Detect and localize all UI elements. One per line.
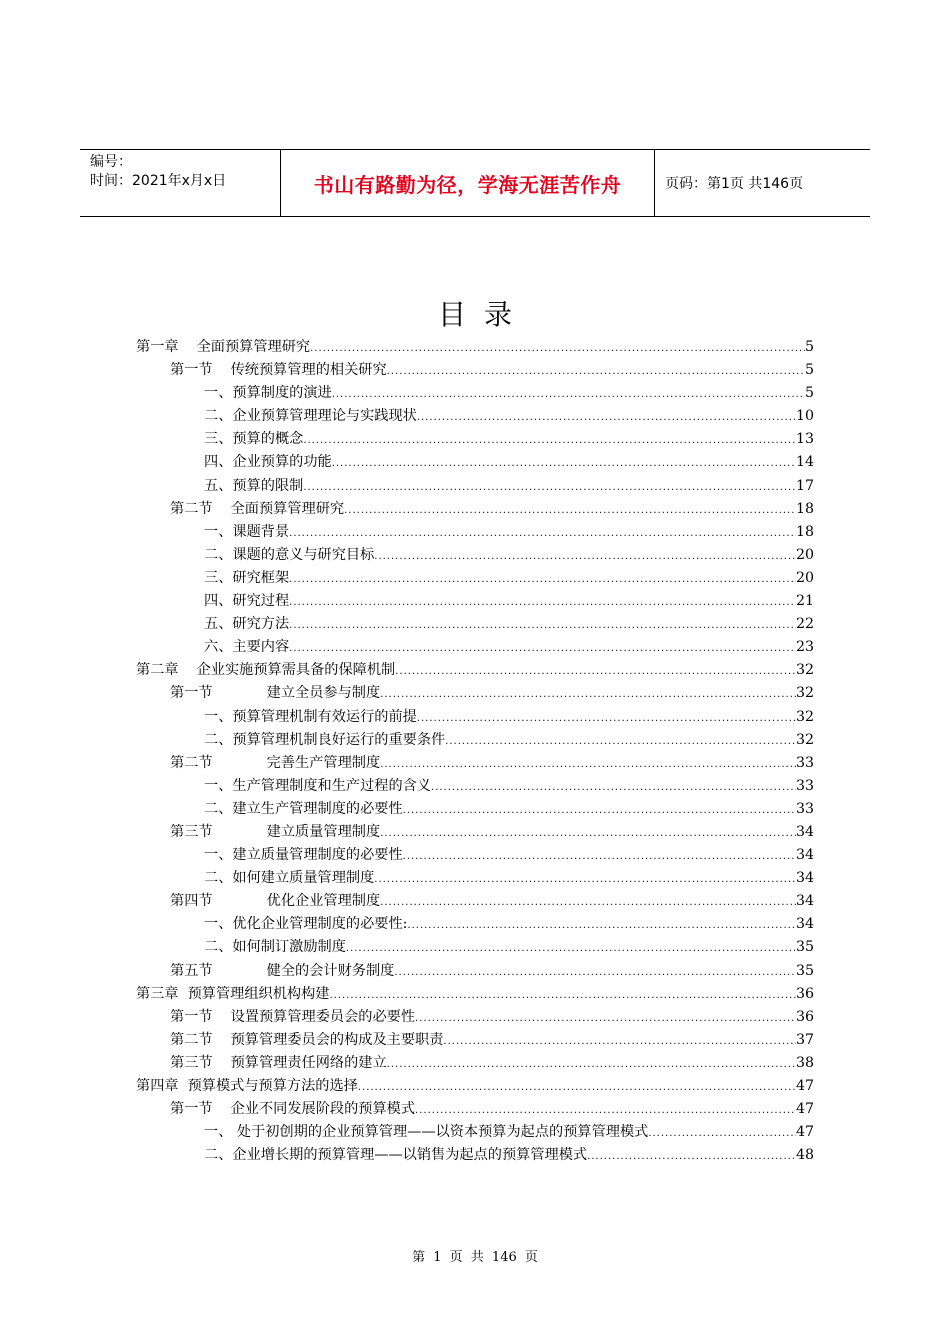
- toc-entry-label: 一、建立质量管理制度的必要性: [204, 847, 403, 864]
- toc-entry-page: 32: [795, 708, 814, 725]
- toc-entry[interactable]: [136, 590, 814, 613]
- document-header: [80, 149, 870, 217]
- toc-entry-page: 34: [795, 823, 814, 840]
- toc-leader-dots: [289, 637, 796, 660]
- toc-entry-page: 48: [795, 1147, 814, 1164]
- toc-entry[interactable]: [136, 775, 814, 798]
- header-motto: 书山有路勤为径，学海无涯苦作舟: [281, 150, 655, 216]
- toc-entry[interactable]: [136, 428, 814, 451]
- toc-entry[interactable]: [136, 913, 814, 936]
- toc-entry-page: 10: [795, 408, 814, 425]
- toc-entry[interactable]: [136, 752, 814, 775]
- toc-entry-page: 20: [795, 546, 814, 563]
- toc-leader-dots: [358, 1076, 796, 1099]
- toc-entry-page: 18: [795, 500, 814, 517]
- toc-leader-dots: [310, 337, 805, 360]
- toc-entry[interactable]: [136, 567, 814, 590]
- toc-entry-label: 三、研究框架: [204, 569, 290, 586]
- toc-entry-label: 第五节 健全的会计财务制度: [170, 962, 395, 979]
- toc-entry-page: 47: [795, 1124, 814, 1141]
- toc-leader-dots: [395, 660, 796, 683]
- toc-entry[interactable]: [136, 936, 814, 959]
- toc-entry-label: 五、研究方法: [204, 616, 290, 633]
- toc-entry-page: 21: [795, 593, 814, 610]
- toc-entry[interactable]: [136, 1052, 814, 1075]
- toc-entry[interactable]: [136, 521, 814, 544]
- toc-entry-label: 第一章 全面预算管理研究: [136, 339, 311, 355]
- toc-entry[interactable]: [136, 798, 814, 821]
- toc-entry-page: 5: [804, 362, 814, 379]
- toc-entry-label: 第三节 预算管理责任网络的建立: [170, 1054, 387, 1071]
- toc-entry[interactable]: [136, 1121, 814, 1144]
- toc-entry[interactable]: [136, 405, 814, 428]
- toc-entry-label: 第二节 预算管理委员会的构成及主要职责: [170, 1031, 444, 1048]
- toc-entry-page: 5: [804, 339, 814, 355]
- toc-title: 目录: [437, 298, 530, 331]
- toc-entry[interactable]: [136, 682, 814, 705]
- toc-entry-label: 二、如何制订激励制度: [204, 939, 346, 956]
- header-page-info: 页码：第1页 共146页: [665, 176, 804, 192]
- toc-leader-dots: [587, 1145, 796, 1168]
- toc-entry-label: 一、优化企业管理制度的必要性:: [204, 916, 408, 933]
- toc-leader-dots: [431, 776, 796, 799]
- toc-entry[interactable]: [136, 983, 814, 1006]
- toc-entry[interactable]: [136, 636, 814, 659]
- time-label: 时间：2021年x月x日: [90, 173, 227, 189]
- toc-leader-dots: [380, 753, 796, 776]
- toc-entry-page: 5: [804, 385, 814, 402]
- toc-entry-label: 第二节 全面预算管理研究: [170, 500, 345, 517]
- toc-entry-label: 二、课题的意义与研究目标: [204, 546, 375, 563]
- toc-entry[interactable]: [136, 1029, 814, 1052]
- toc-leader-dots: [332, 452, 796, 475]
- header-meta: [80, 150, 281, 216]
- toc-entry[interactable]: [136, 867, 814, 890]
- toc-entry[interactable]: [136, 729, 814, 752]
- toc-entry[interactable]: [136, 359, 814, 382]
- toc-entry-label: 二、如何建立质量管理制度: [204, 870, 375, 887]
- toc-entry-page: 38: [795, 1054, 814, 1071]
- toc-entry-label: 一、 处于初创期的企业预算管理——以资本预算为起点的预算管理模式: [204, 1124, 649, 1141]
- toc-entry-page: 47: [795, 1101, 814, 1118]
- toc-entry[interactable]: [136, 960, 814, 983]
- toc-entry-label: 第一节 企业不同发展阶段的预算模式: [170, 1101, 416, 1118]
- toc-leader-dots: [417, 707, 796, 730]
- table-of-contents: [136, 336, 814, 1167]
- toc-entry[interactable]: [136, 613, 814, 636]
- toc-leader-dots: [443, 1030, 796, 1053]
- toc-entry-label: 二、预算管理机制良好运行的重要条件: [204, 731, 446, 748]
- toc-entry[interactable]: [136, 706, 814, 729]
- toc-entry-label: 第三章 预算管理组织机构构建: [136, 985, 330, 1002]
- toc-entry-label: 一、预算管理机制有效运行的前提: [204, 708, 417, 725]
- toc-entry-label: 四、企业预算的功能: [204, 454, 332, 471]
- toc-leader-dots: [445, 730, 796, 753]
- toc-entry-page: 17: [795, 477, 814, 494]
- toc-entry[interactable]: [136, 1144, 814, 1167]
- toc-entry-label: 第二节 完善生产管理制度: [170, 754, 381, 771]
- toc-leader-dots: [303, 429, 796, 452]
- toc-entry[interactable]: [136, 1075, 814, 1098]
- toc-entry-page: 32: [795, 731, 814, 748]
- serial-label: 编号：: [90, 154, 132, 170]
- toc-leader-dots: [380, 891, 796, 914]
- toc-entry-page: 36: [795, 1008, 814, 1025]
- toc-entry-page: 47: [795, 1078, 814, 1094]
- page-footer: 第 1 页 共 146 页: [412, 1250, 538, 1265]
- toc-entry-page: 33: [795, 754, 814, 771]
- toc-leader-dots: [289, 591, 796, 614]
- toc-entry-label: 四、研究过程: [204, 593, 290, 610]
- toc-entry-label: 第二章 企业实施预算需具备的保障机制: [136, 662, 396, 679]
- toc-entry[interactable]: [136, 659, 814, 682]
- toc-leader-dots: [329, 984, 795, 1007]
- toc-entry-label: 二、建立生产管理制度的必要性: [204, 800, 403, 817]
- toc-entry-page: 34: [795, 870, 814, 887]
- toc-leader-dots: [403, 845, 796, 868]
- toc-entry[interactable]: [136, 336, 814, 359]
- toc-leader-dots: [332, 383, 805, 406]
- toc-leader-dots: [407, 914, 796, 937]
- toc-entry[interactable]: [136, 544, 814, 567]
- toc-entry-page: 34: [795, 916, 814, 933]
- toc-entry-label: 一、课题背景: [204, 523, 290, 540]
- toc-entry[interactable]: [136, 821, 814, 844]
- toc-entry-page: 34: [795, 893, 814, 910]
- toc-entry-label: 第一节 建立全员参与制度: [170, 685, 381, 702]
- toc-entry-label: 一、预算制度的演进: [204, 385, 332, 402]
- toc-entry-label: 第一节 设置预算管理委员会的必要性: [170, 1008, 416, 1025]
- toc-entry-page: 37: [795, 1031, 814, 1048]
- toc-entry-page: 36: [795, 985, 814, 1002]
- toc-entry[interactable]: [136, 890, 814, 913]
- toc-entry[interactable]: [136, 382, 814, 405]
- toc-leader-dots: [387, 1053, 796, 1076]
- toc-entry-page: 32: [795, 685, 814, 702]
- toc-leader-dots: [289, 614, 796, 637]
- toc-entry-page: 33: [795, 777, 814, 794]
- toc-leader-dots: [403, 799, 796, 822]
- toc-entry-label: 第四章 预算模式与预算方法的选择: [136, 1078, 358, 1094]
- toc-leader-dots: [415, 1099, 796, 1122]
- toc-entry-label: 三、预算的概念: [204, 431, 304, 448]
- toc-leader-dots: [415, 1007, 796, 1030]
- toc-leader-dots: [374, 545, 796, 568]
- toc-leader-dots: [648, 1122, 796, 1145]
- toc-entry[interactable]: [136, 498, 814, 521]
- toc-entry[interactable]: [136, 1006, 814, 1029]
- toc-leader-dots: [380, 683, 796, 706]
- toc-leader-dots: [346, 937, 796, 960]
- toc-entry-label: 第一节 传统预算管理的相关研究: [170, 362, 387, 379]
- toc-entry-label: 一、生产管理制度和生产过程的含义: [204, 777, 432, 794]
- toc-leader-dots: [289, 568, 796, 591]
- toc-entry-label: 五、预算的限制: [204, 477, 304, 494]
- toc-leader-dots: [374, 868, 796, 891]
- toc-entry-label: 第四节 优化企业管理制度: [170, 893, 381, 910]
- toc-entry[interactable]: [136, 451, 814, 474]
- toc-entry-label: 第三节 建立质量管理制度: [170, 823, 381, 840]
- toc-entry-page: 14: [795, 454, 814, 471]
- toc-leader-dots: [344, 499, 796, 522]
- toc-entry-page: 33: [795, 800, 814, 817]
- toc-leader-dots: [380, 822, 796, 845]
- toc-entry-page: 22: [795, 616, 814, 633]
- toc-leader-dots: [417, 406, 796, 429]
- toc-entry-page: 23: [795, 639, 814, 656]
- toc-leader-dots: [394, 961, 796, 984]
- toc-entry-page: 35: [795, 939, 814, 956]
- toc-entry[interactable]: [136, 844, 814, 867]
- toc-entry[interactable]: [136, 475, 814, 498]
- toc-entry-label: 二、企业增长期的预算管理——以销售为起点的预算管理模式: [204, 1147, 588, 1164]
- toc-entry-page: 13: [795, 431, 814, 448]
- toc-leader-dots: [303, 476, 796, 499]
- toc-entry[interactable]: [136, 1098, 814, 1121]
- toc-entry-page: 35: [795, 962, 814, 979]
- toc-entry-page: 20: [795, 569, 814, 586]
- toc-entry-label: 六、主要内容: [204, 639, 290, 656]
- toc-entry-page: 18: [795, 523, 814, 540]
- toc-entry-page: 34: [795, 847, 814, 864]
- toc-leader-dots: [289, 522, 796, 545]
- toc-leader-dots: [387, 360, 805, 383]
- toc-entry-label: 二、企业预算管理理论与实践现状: [204, 408, 417, 425]
- toc-entry-page: 32: [795, 662, 814, 679]
